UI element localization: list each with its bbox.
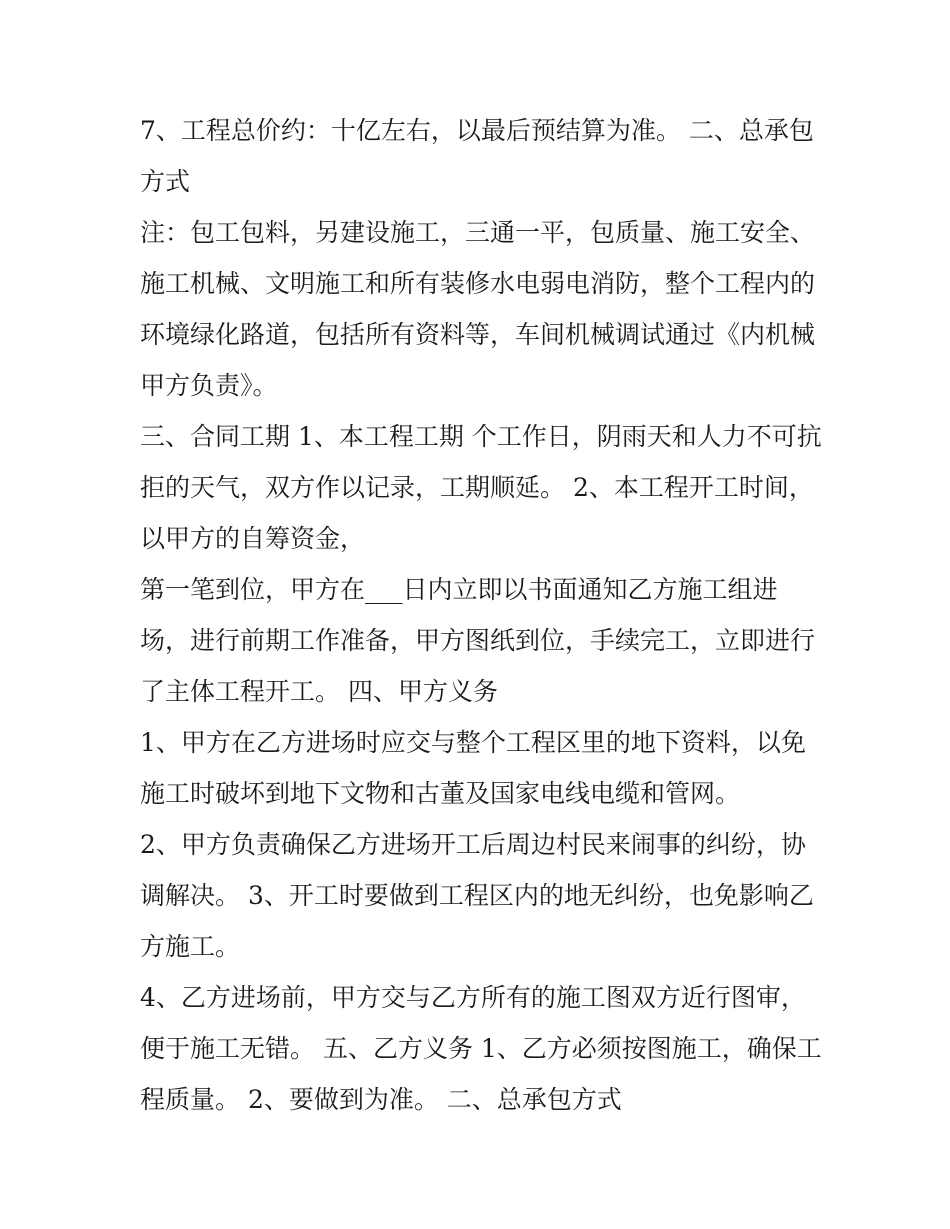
text-line: 场，进行前期工作准备，甲方图纸到位，手续完工，立即进行 [140, 626, 816, 655]
text-line: 1、甲方在乙方进场时应交与整个工程区里的地下资料，以免 [140, 728, 806, 757]
text-line: 施工时破坏到地下文物和古董及国家电线电缆和管网。 [140, 779, 741, 808]
text-line: 7、工程总价约：十亿左右，以最后预结算为准。 二、总承包 [140, 116, 814, 145]
document-body [140, 105, 820, 1125]
text-line: 注：包工包料，另建设施工，三通一平，包质量、施工安全、 [140, 218, 816, 247]
text-line: 调解决。 3、开工时要做到工程区内的地无纠纷，也免影响乙 [140, 881, 814, 910]
text-line: 程质量。 2、要做到为准。 二、总承包方式 [140, 1085, 622, 1114]
text-line: 环境绿化路道，包括所有资料等，车间机械调试通过《内机械 [140, 320, 816, 349]
text-line: 拒的天气，双方作以记录，工期顺延。 2、本工程开工时间， [140, 473, 814, 502]
text-line: 三、合同工期 1、本工程工期 个工作日，阴雨天和人力不可抗 [140, 422, 822, 451]
text-line: 2、甲方负责确保乙方进场开工后周边村民来闹事的纠纷，协 [140, 830, 806, 859]
text-line: 方施工。 [140, 932, 241, 961]
text-line: 第一笔到位，甲方在___日内立即以书面通知乙方施工组进 [140, 575, 778, 604]
text-line: 以甲方的自筹资金， [140, 524, 366, 553]
text-line: 甲方负责》。 [140, 371, 278, 400]
text-line: 方式 [140, 167, 191, 196]
text-line: 了主体工程开工。 四、甲方义务 [140, 677, 498, 706]
text-line: 4、乙方进场前，甲方交与乙方所有的施工图双方近行图审， [140, 983, 806, 1012]
text-line: 施工机械、文明施工和所有装修水电弱电消防，整个工程内的 [140, 269, 816, 298]
text-line: 便于施工无错。 五、乙方义务 1、乙方必须按图施工，确保工 [140, 1034, 822, 1063]
